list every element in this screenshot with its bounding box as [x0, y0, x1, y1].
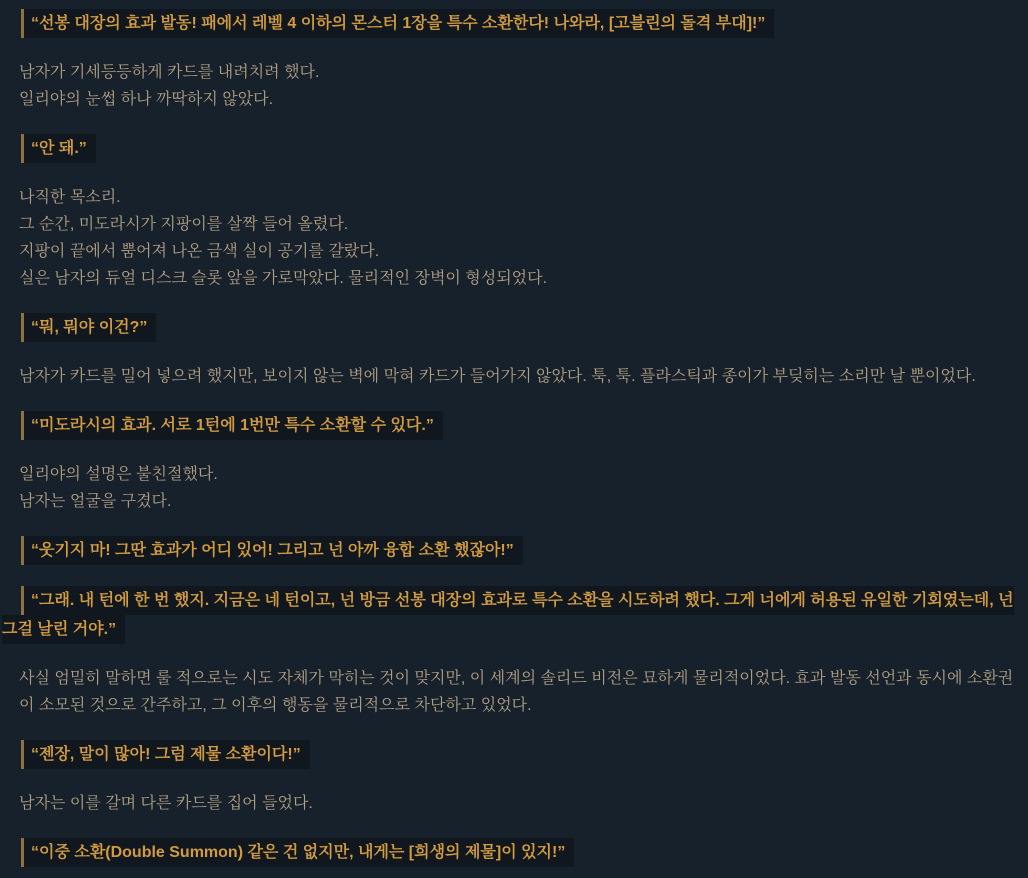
narration-line: 일리야의 설명은 불친절했다. [19, 466, 218, 483]
narration-group [2, 461, 1014, 515]
narration-group [2, 790, 1014, 817]
narration-group [2, 665, 1014, 719]
dialogue-highlight: “이중 소환(Double Summon) 같은 건 없지만, 내게는 [희생의 제물]이 있지!” [21, 838, 574, 867]
dialogue-highlight: “미도라시의 효과. 서로 1턴에 1번만 특수 소환할 수 있다.” [21, 411, 443, 440]
dialogue-highlight: “선봉 대장의 효과 발동! 패에서 레벨 4 이하의 몬스터 1장을 특수 소환한다! 나와라, [고블린의 돌격 부대]!” [21, 9, 774, 38]
narration-group [2, 184, 1014, 292]
narration-line: 일리야의 눈썹 하나 까딱하지 않았다. [19, 91, 274, 108]
dialogue-highlight: “웃기지 마! 그딴 효과가 어디 있어! 그리고 넌 아까 융합 소환 했잖아!” [21, 536, 523, 565]
narration-line: 나직한 목소리. [19, 189, 121, 206]
dialogue-paragraph [2, 536, 1014, 565]
dialogue-highlight: “안 돼.” [21, 134, 96, 163]
narration-group [2, 59, 1014, 113]
dialogue-highlight: “뭐, 뭐야 이건?” [21, 313, 156, 342]
dialogue-paragraph [2, 411, 1014, 440]
narration-line: 남자는 얼굴을 구겼다. [19, 493, 172, 510]
dialogue-paragraph [2, 838, 1014, 867]
dialogue-highlight: “그래. 내 턴에 한 번 했지. 지금은 네 턴이고, 넌 방금 선봉 대장의 효과로 특수 소환을 시도하려 했다. 그게 너에게 허용된 유일한 기회였는데, 넌 그걸 날린 거야.” [2, 586, 1014, 644]
dialogue-paragraph [2, 134, 1014, 163]
narration-line: 남자가 기세등등하게 카드를 내려치려 했다. [19, 64, 320, 81]
narration-line: 실은 남자의 듀얼 디스크 슬롯 앞을 가로막았다. 물리적인 장벽이 형성되었다. [19, 270, 548, 287]
narration-line: 사실 엄밀히 말하면 룰 적으로는 시도 자체가 막히는 것이 맞지만, 이 세계의 솔리드 비전은 묘하게 물리적이었다. 효과 발동 선언과 동시에 소환권이 소모된 것으로 간주하고, 그 이후의 행동을 물리적으로 차단하고 있었다. [19, 670, 1014, 714]
narration-line: 지팡이 끝에서 뿜어져 나온 금색 실이 공기를 갈랐다. [19, 243, 380, 260]
narration-group [2, 363, 1014, 390]
narration-line: 그 순간, 미도라시가 지팡이를 살짝 들어 올렸다. [19, 216, 349, 233]
narration-line: 남자가 카드를 밀어 넣으려 했지만, 보이지 않는 벽에 막혀 카드가 들어가지 않았다. 툭, 툭. 플라스틱과 종이가 부딪히는 소리만 날 뿐이었다. [19, 368, 976, 385]
dialogue-highlight: “젠장, 말이 많아! 그럼 제물 소환이다!” [21, 740, 310, 769]
narration-line: 남자는 이를 갈며 다른 카드를 집어 들었다. [19, 795, 313, 812]
dialogue-paragraph [2, 9, 1014, 38]
dialogue-paragraph [2, 586, 1014, 644]
dialogue-paragraph [2, 740, 1014, 769]
dialogue-paragraph [2, 313, 1014, 342]
